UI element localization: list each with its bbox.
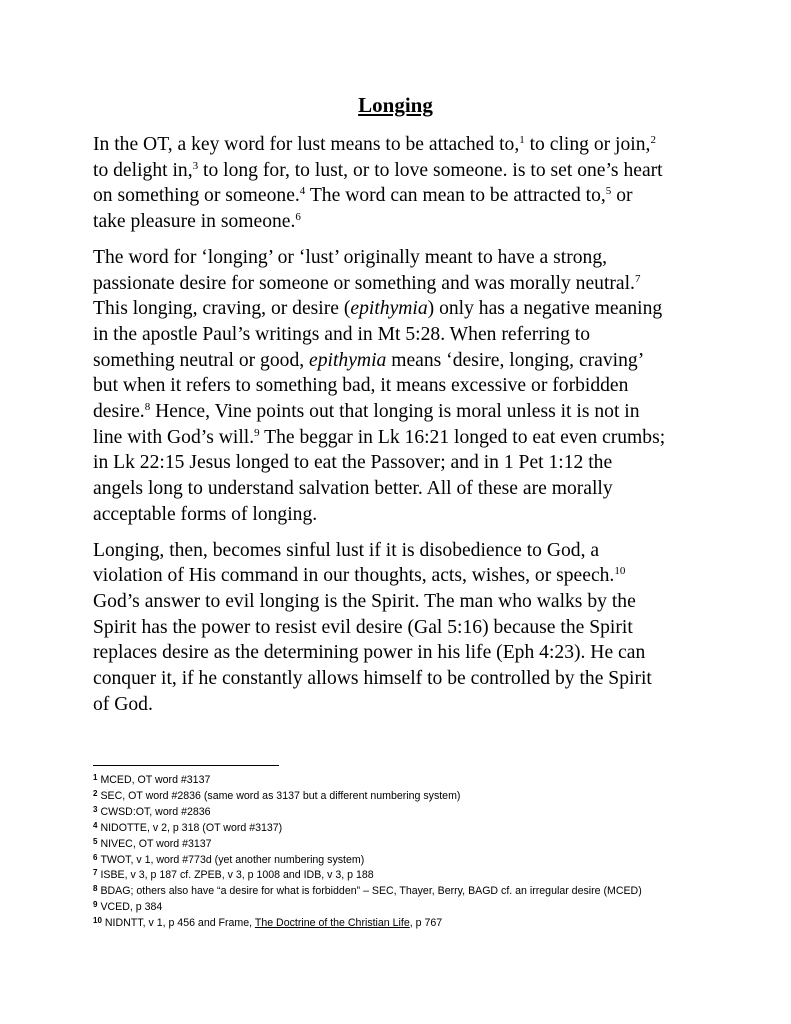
footnote-text: NIDOTTE, v 2, p 318 (OT word #3137) [100, 821, 283, 834]
footnote-ref[interactable]: 7 [634, 272, 641, 285]
body-text [93, 132, 713, 727]
text-line: in the apostle Paul’s writings and in Mt 5:28. When referring to [93, 323, 591, 345]
footnote-number: 3 [93, 804, 98, 814]
text-span: take pleasure in someone. [93, 211, 296, 233]
footnote-ref[interactable]: 5 [605, 185, 612, 198]
text-line [93, 271, 713, 297]
footnote-text: CWSD:OT, word #2836 [100, 805, 211, 818]
text-span: Hence, Vine points out that longing is moral unless it is not in [150, 401, 640, 423]
footnote-ref[interactable]: 2 [650, 134, 656, 146]
text-span: In the OT, a key word for lust means to be attached to, [93, 134, 520, 155]
text-line [93, 158, 713, 184]
paragraph-3 [93, 538, 713, 718]
footnote-ref[interactable]: 6 [295, 211, 301, 224]
text-span: desire. [93, 401, 145, 423]
footnote-item [93, 805, 733, 821]
footnote-item [93, 900, 733, 916]
footnote-text: NIVEC, OT word #3137 [100, 837, 212, 850]
text-line: angels long to understand salvation better. All of these are morally [93, 478, 613, 500]
footnote-ref[interactable]: 10 [614, 565, 626, 578]
footnote-ref[interactable]: 9 [254, 426, 260, 439]
text-line: Spirit has the power to resist evil desire (Gal 5:16) because the Spirit [93, 616, 633, 638]
text-line [93, 132, 713, 158]
footnote-item [93, 837, 733, 853]
text-span: or [611, 185, 633, 207]
text-span: to delight in, [93, 159, 193, 181]
footnote-text: MCED, OT word #3137 [100, 774, 211, 786]
footnote-number: 5 [93, 836, 98, 846]
footnote-item [93, 853, 733, 869]
text-span: The word can mean to be attracted to, [305, 185, 606, 207]
footnote-item [93, 916, 733, 932]
text-line [93, 563, 713, 589]
text-span: ) only has a negative meaning [427, 298, 663, 320]
footnote-number: 9 [93, 900, 98, 910]
footnote-item [93, 868, 733, 884]
text-line [93, 296, 713, 322]
footnote-number: 8 [93, 884, 98, 894]
book-title: The Doctrine of the Christian Life [254, 917, 410, 930]
text-line: acceptable forms of longing. [93, 503, 318, 525]
text-line: of God. [93, 693, 153, 715]
text-span: means ‘desire, longing, craving’ [386, 349, 645, 371]
footnote-number: 6 [93, 852, 98, 862]
text-line [93, 399, 713, 425]
text-line: in Lk 22:15 Jesus longed to eat the Passover; and in 1 Pet 1:12 the [93, 452, 613, 474]
text-line: The word for ‘longing’ or ‘lust’ originally meant to have a strong, [93, 246, 608, 268]
text-line: conquer it, if he constantly allows himself to be controlled by the Spirit [93, 668, 652, 690]
page-title: Longing [358, 93, 433, 117]
footnote-text: , p 767 [409, 917, 443, 930]
footnote-number: 10 [93, 916, 102, 926]
footnote-item [93, 821, 733, 837]
footnote-text: BDAG; others also have “a desire for what is forbidden” – SEC, Thayer, Berry, BAGD cf. an irregular desire (MCED) [100, 885, 642, 898]
text-line [93, 425, 713, 451]
text-line [93, 183, 713, 209]
paragraph-1 [93, 132, 713, 235]
text-span: violation of His command in our thoughts, acts, wishes, or speech. [93, 565, 615, 587]
text-line: God’s answer to evil longing is the Spirit. The man who walks by the [93, 590, 636, 612]
footnote-ref[interactable]: 8 [144, 401, 151, 414]
footnote-number: 4 [93, 820, 98, 830]
text-span: line with God’s will. [93, 426, 255, 448]
footnote-text: VCED, p 384 [100, 901, 163, 914]
text-span: to cling or join, [524, 134, 651, 155]
footnote-text: ISBE, v 3, p 187 cf. ZPEB, v 3, p 1008 and IDB, v 3, p 188 [100, 869, 374, 882]
footnote-text: NIDNTT, v 1, p 456 and Frame, [104, 917, 255, 930]
footnote-text: TWOT, v 1, word #773d (yet another numbering system) [100, 853, 365, 866]
footnote-separator [93, 765, 279, 766]
text-line [93, 348, 713, 374]
footnote-number: 1 [93, 773, 98, 782]
footnote-item [93, 884, 733, 900]
footnote-number: 2 [93, 788, 98, 798]
text-line: but when it refers to something bad, it means excessive or forbidden [93, 375, 629, 397]
footnote-item [93, 789, 733, 805]
footnote-text: SEC, OT word #2836 (same word as 3137 but a different numbering system) [100, 789, 461, 802]
footnotes-list [93, 773, 733, 932]
italic-term: epithymia [309, 349, 387, 371]
footnote-ref[interactable]: 1 [519, 134, 525, 146]
text-span: This longing, craving, or desire ( [93, 298, 351, 320]
footnote-number: 7 [93, 868, 98, 878]
footnote-ref[interactable]: 3 [192, 159, 199, 172]
footnote-ref[interactable]: 4 [299, 185, 306, 198]
text-span: passionate desire for someone or something and was morally neutral. [93, 272, 635, 294]
paragraph-2 [93, 245, 713, 528]
footnote-item [93, 773, 733, 789]
text-line: replaces desire as the determining power in his life (Eph 4:23). He can [93, 642, 646, 664]
text-span: something neutral or good, [93, 349, 310, 371]
text-span: The beggar in Lk 16:21 longed to eat even crumbs; [259, 426, 666, 448]
text-span: on something or someone. [93, 185, 300, 207]
text-span: to long for, to lust, or to love someone. is to set one’s heart [198, 159, 663, 181]
text-line [93, 209, 713, 235]
italic-term: epithymia [350, 298, 428, 320]
text-line: Longing, then, becomes sinful lust if it is disobedience to God, a [93, 539, 600, 561]
